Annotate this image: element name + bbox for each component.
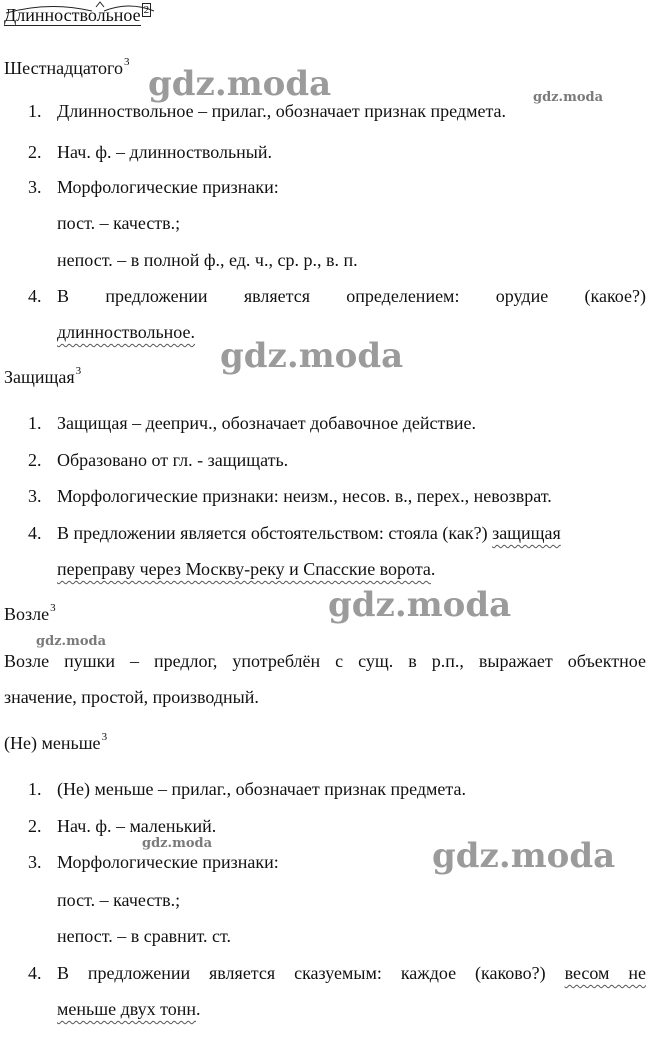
header-mark: 2 (143, 4, 150, 16)
list-number: 2. (28, 816, 42, 836)
underlined-word: весом не (564, 963, 646, 983)
watermark-2: gdz.moda (220, 336, 404, 376)
watermark-small-1: gdz.moda (533, 90, 604, 105)
morpheme-arcs-icon (4, 1, 164, 15)
list-subitem: непост. – в полной ф., ед. ч., ср. р., в. п. (57, 250, 358, 270)
list-subitem: пост. – качеств.; (57, 890, 181, 910)
watermark-3: gdz.moda (328, 585, 512, 625)
list-item: Морфологические признаки: (57, 852, 279, 872)
list-number: 4. (28, 963, 42, 983)
list-item: Морфологические признаки: (57, 177, 279, 197)
list-number: 1. (28, 101, 42, 121)
section-title-2: Защищая$^3$ (4, 365, 82, 387)
underlined-word: защищая (492, 523, 561, 543)
list-number: 2. (28, 142, 42, 162)
list-item: Длинноствольное – прилаг., обозначает признак предмета. (57, 101, 507, 121)
list-item-continuation: меньше двух тонн. (57, 999, 201, 1019)
section-title-1: Шестнадцатого$^3$ (4, 56, 130, 78)
list-number: 4. (28, 523, 42, 543)
list-item: Нач. ф. – маленький. (57, 816, 217, 836)
list-number: 3. (28, 486, 42, 506)
paragraph-line: значение, простой, производный. (4, 687, 259, 707)
list-subitem: непост. – в сравнит. ст. (57, 926, 231, 946)
header-word-block (4, 5, 151, 26)
list-number: 4. (28, 286, 42, 306)
underlined-word: длинноствольное. (57, 322, 196, 342)
list-number: 1. (28, 779, 42, 799)
list-item: Морфологические признаки: неизм., несов. в., перех., невозврат. (57, 486, 552, 506)
list-item: В предложении является определением: орудие (какое?) (57, 286, 646, 306)
section-title-4: (Не) меньше$^3$ (4, 731, 108, 753)
list-item-continuation: переправу через Москву-реку и Спасские ворота. (57, 559, 436, 579)
watermark-small-3: gdz.moda (142, 836, 213, 851)
underlined-phrase: переправу через Москву-реку и Спасские ворота (57, 559, 431, 579)
paragraph-line: Возле пушки – предлог, употреблён с сущ. в р.п., выражает объектное (4, 651, 646, 671)
list-number: 3. (28, 852, 42, 872)
list-item: Образовано от гл. - защищать. (57, 450, 289, 470)
list-number: 3. (28, 177, 42, 197)
list-number: 2. (28, 450, 42, 470)
watermark-small-2: gdz.moda (36, 634, 107, 649)
header-word: Длинноствольное (4, 5, 141, 25)
watermark-1: gdz.moda (148, 64, 332, 104)
section-title-3: Возле$^3$ (4, 602, 56, 624)
list-subitem: пост. – качеств.; (57, 213, 181, 233)
list-item: В предложении является сказуемым: каждое (каково?) весом не (57, 963, 646, 983)
list-item: В предложении является обстоятельством: стояла (как?) защищая (57, 523, 561, 543)
list-item: (Не) меньше – прилаг., обозначает признак предмета. (57, 779, 466, 799)
watermark-4: gdz.moda (432, 836, 616, 876)
list-item: Защищая – дееприч., обозначает добавочное действие. (57, 413, 477, 433)
underlined-phrase: меньше двух тонн (57, 999, 197, 1019)
list-number: 1. (28, 413, 42, 433)
list-item: Нач. ф. – длинноствольный. (57, 142, 273, 162)
